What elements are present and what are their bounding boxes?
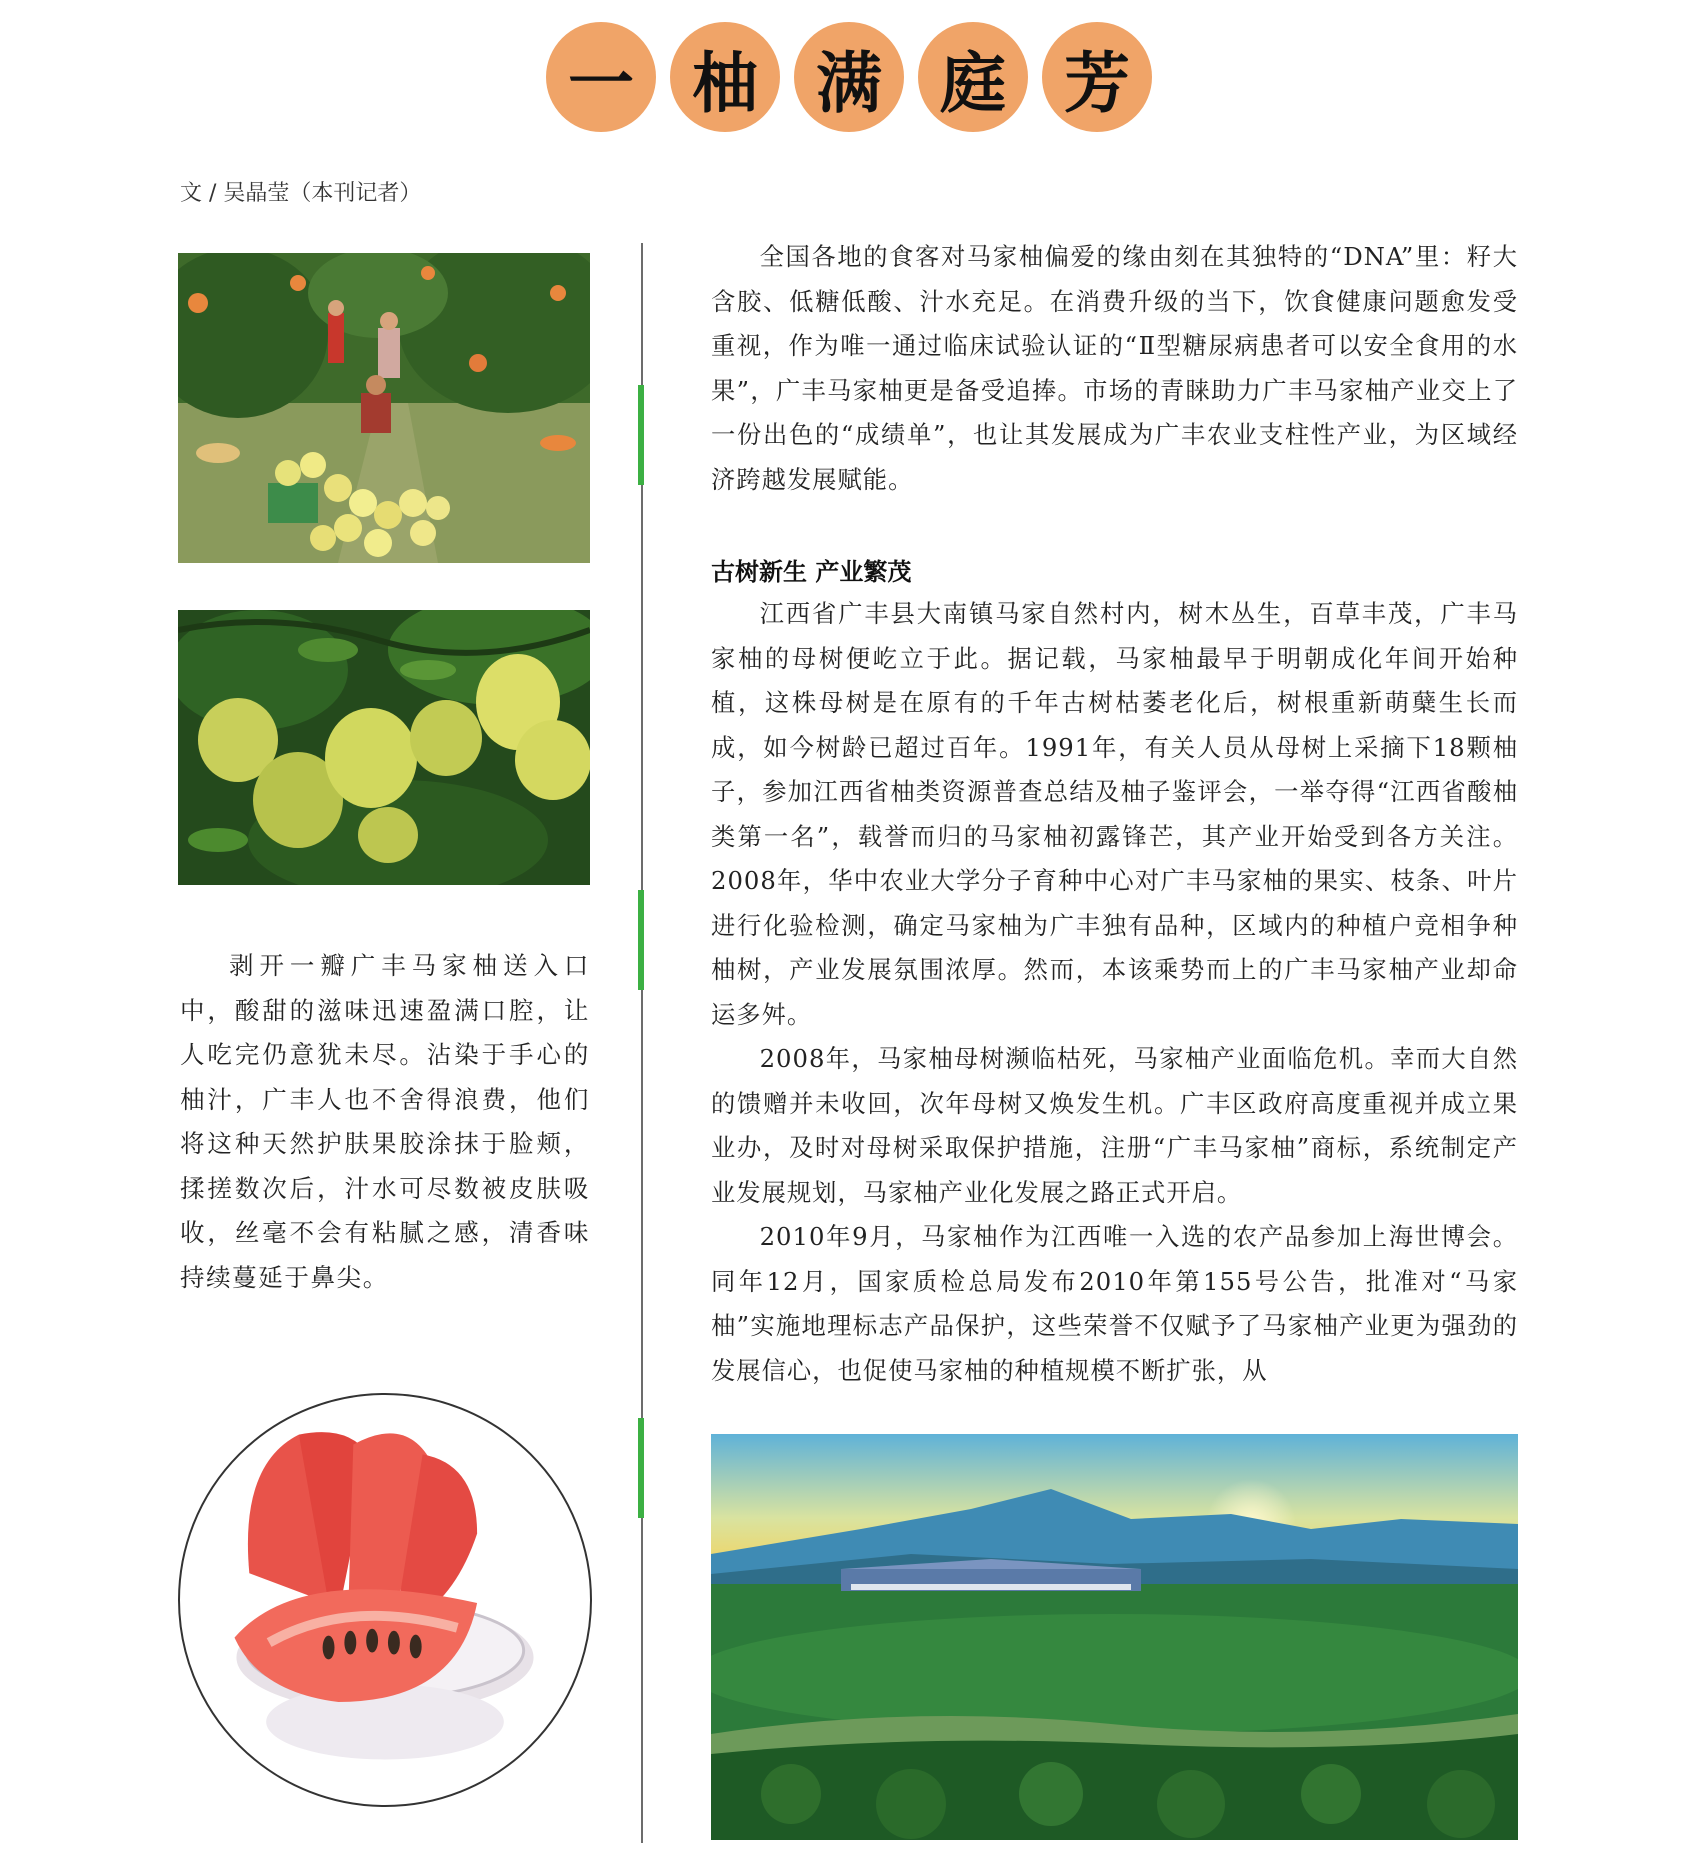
- title-char-1: 一: [546, 22, 656, 132]
- intro-paragraph: 全国各地的食客对马家柚偏爱的缘由刻在其独特的“DNA”里：籽大含胶、低糖低酸、汁水充足。在消费升级的当下，饮食健康问题愈发受重视，作为唯一通过临床试验认证的“Ⅱ型糖尿病患者可以安全食用的水果”，广丰马家柚更是备受追捧。市场的青睐助力广丰马家柚产业交上了一份出色的“成绩单”，也让其发展成为广丰农业支柱性产业，为区域经济跨越发展赋能。: [711, 242, 1518, 494]
- accent-mark-2: [638, 890, 644, 990]
- title-char-4: 庭: [918, 22, 1028, 132]
- orchard-landscape-photo: [711, 1434, 1518, 1840]
- accent-mark-3: [638, 1418, 644, 1518]
- body-block: [711, 592, 1518, 1393]
- title-char-5: 芳: [1042, 22, 1152, 132]
- side-paragraph: 剥开一瓣广丰马家柚送入口中，酸甜的滋味迅速盈满口腔，让人吃完仍意犹未尽。沾染于手心的柚汁，广丰人也不舍得浪费，他们将这种天然护肤果胶涂抹于脸颊，揉搓数次后，汁水可尽数被皮肤吸收，丝毫不会有粘腻之感，清香味持续蔓延于鼻尖。: [180, 951, 590, 1292]
- peeled-pomelo-dish-photo: [178, 1393, 592, 1807]
- orchard-harvest-photo: [178, 253, 590, 563]
- title-char-3: 满: [794, 22, 904, 132]
- intro-block: [711, 235, 1518, 502]
- pomelos-on-branch-photo: [178, 610, 590, 885]
- accent-mark-1: [638, 385, 644, 485]
- body-paragraph-3: 2010年9月，马家柚作为江西唯一入选的农产品参加上海世博会。同年12月，国家质检总局发布2010年第155号公告，批准对“马家柚”实施地理标志产品保护，这些荣誉不仅赋予了马家柚产业更为强劲的发展信心，也促使马家柚的种植规模不断扩张，从: [711, 1222, 1518, 1385]
- byline: 文 / 吴晶莹（本刊记者）: [180, 181, 422, 206]
- title-banner: [546, 22, 1156, 134]
- body-paragraph-2: 2008年，马家柚母树濒临枯死，马家柚产业面临危机。幸而大自然的馈赠并未收回，次年母树又焕发生机。广丰区政府高度重视并成立果业办，及时对母树采取保护措施，注册“广丰马家柚”商标，系统制定产业发展规划，马家柚产业化发展之路正式开启。: [711, 1044, 1518, 1207]
- body-paragraph-1: 江西省广丰县大南镇马家自然村内，树木丛生，百草丰茂，广丰马家柚的母树便屹立于此。据记载，马家柚最早于明朝成化年间开始种植，这株母树是在原有的千年古树枯萎老化后，树根重新萌蘖生长而成，如今树龄已超过百年。1991年，有关人员从母树上采摘下18颗柚子，参加江西省柚类资源普查总结及柚子鉴评会，一举夺得“江西省酸柚类第一名”，载誉而归的马家柚初露锋芒，其产业开始受到各方关注。2008年，华中农业大学分子育种中心对广丰马家柚的果实、枝条、叶片进行化验检测，确定马家柚为广丰独有品种，区域内的种植户竞相争种柚树，产业发展氛围浓厚。然而，本该乘势而上的广丰马家柚产业却命运多舛。: [711, 599, 1518, 1029]
- section-heading: 古树新生 产业繁茂: [711, 558, 912, 586]
- title-char-2: 柚: [670, 22, 780, 132]
